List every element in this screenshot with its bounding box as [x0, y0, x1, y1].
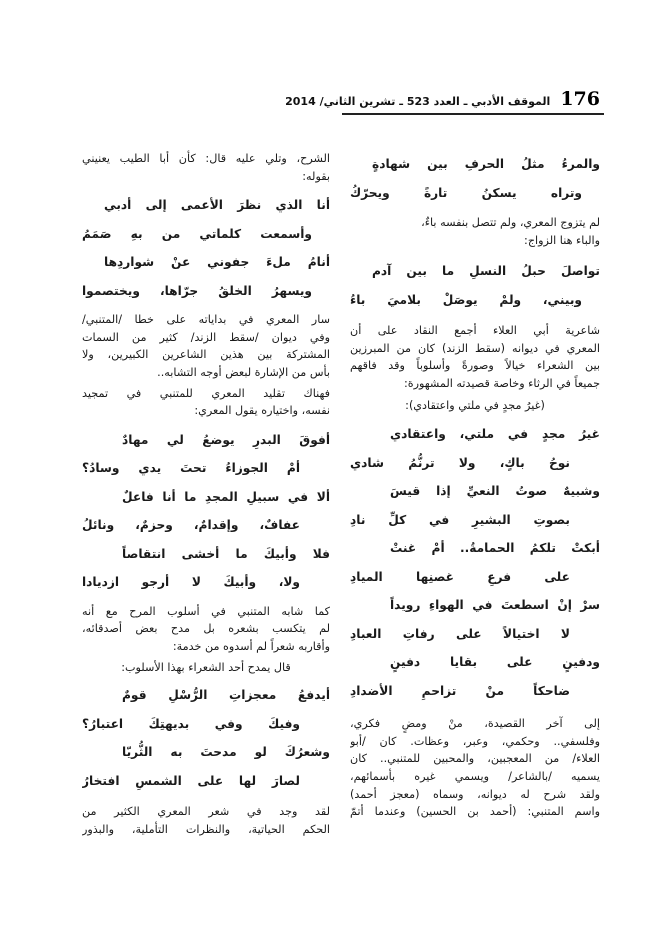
prose-line: يسميه /بالشاعر/ ويسمي غيره بأسمائهم،	[350, 769, 600, 783]
verse-line: عفافٌ، وإقدامٌ، وحزمٌ، ونائلُ	[82, 518, 300, 533]
running-title: الموقف الأدبي ـ العدد 523 ـ تشرين الثاني/ 2014	[285, 95, 551, 108]
verse-line: أبكتْ تلكمُ الحمامةُ.. أمْ غنتْ	[390, 541, 600, 556]
verse-line: والمرءُ مثلُ الحرفِ بين شهادةٍ	[372, 157, 600, 171]
prose-line: إلى آخر القصيدة، منْ ومضٍ فكري،	[350, 717, 600, 731]
prose-line: شاعرية أبي العلاء أجمع النقاد على أن	[350, 324, 600, 338]
prose-line: واسم المتنبي: (أحمد بن الحسين) وعندما أتمّ	[350, 805, 600, 819]
verse-line: وفيكَ وفي بديهتِكَ اعتبارُ؟	[82, 716, 300, 731]
verse-line: سرْ إنْ اسطعتَ في الهواءِ رويداً	[390, 598, 600, 613]
verse-line: غيرُ مجدٍ في ملتي، واعتقادي	[390, 427, 600, 442]
verse-line: وتراه يسكنُ تارةً ويحرّكُ	[350, 185, 582, 200]
prose-line: المشتركة بين هذين الشاعرين الكبيرين، ولا	[82, 348, 330, 362]
prose-line: وفي ديوان /سقط الزند/ كثير من السمات	[82, 330, 330, 344]
prose-line: ولقد شرح له ديوانه، وسماه (معجز أحمد)	[350, 787, 600, 801]
verse-line: تواصلَ حبلُ النسلِ ما بين آدم	[372, 264, 600, 279]
verse-line: ولا، وأبيكَ لا أرجو ازديادا	[82, 575, 300, 590]
left-text-column	[82, 150, 330, 838]
verse-line: وبيني، ولمْ يوصَلْ بلاميَ باءُ	[350, 292, 582, 307]
verse-line: ودفينٍ على بقايا دفينٍ	[390, 655, 600, 670]
prose-line: لقد وجد في شعر المعري الكثير من	[82, 805, 330, 819]
prose-line: بقوله:	[302, 169, 330, 183]
verse-line: فلا وأبيكَ ما أخشى انتقاصاً	[122, 546, 330, 561]
verse-line: ألا في سبيلِ المجدِ ما أنا فاعلٌ	[122, 489, 330, 504]
verse-line: وأسمعت كلماتي من بهِ صَمَمُ	[82, 226, 312, 241]
prose-line: سار المعري في بداياته على خطا /المتنبي/	[82, 313, 330, 327]
prose-line: قال يمدح أحد الشعراء بهذا الأسلوب:	[121, 660, 291, 674]
verse-line: وشعرُكَ لو مدحتَ به الثُّريّا	[122, 745, 330, 760]
verse-line: ضاحكاً منْ تزاحمِ الأضدادِ	[350, 683, 570, 698]
verse-line: أنامُ ملءَ جفوني عنْ شواردِها	[104, 255, 330, 270]
right-text-column	[350, 150, 600, 821]
prose-line: كما شابه المتنبي في أسلوب المرح مع أنه	[82, 604, 330, 618]
verse-line: على فرعِ غصنِها الميادِ	[350, 569, 570, 584]
verse-line: أفوقَ البدرِ يوضعُ لي مهادٌ	[122, 432, 330, 447]
prose-line: وأقاربه شعراً لم أسدوه من خدمة:	[172, 639, 330, 653]
page-number: 176	[560, 88, 600, 110]
prose-line: وفلسفي.. وحكمي، وعبر، وعظات. كان /أبو	[350, 734, 600, 748]
prose-line: لم يتزوج المعري، ولم تتصل بنفسه باءٌ،	[421, 216, 600, 229]
verse-line: أنا الذي نظرَ الأعمى إلى أدبي	[104, 198, 330, 213]
prose-line: فهناك تقليد المعري للمتنبي في تمجيد	[82, 386, 330, 400]
header-rule	[342, 113, 604, 115]
prose-line: العلاء/ من المعجبين، والمحبين للمتنبي.. كان	[350, 752, 600, 766]
prose-line: لم يتكسب بشعره بل مدح بعض أصدقائه،	[82, 622, 330, 636]
verse-line: أمْ الجوزاءُ تحتَ يدي وسادُ؟	[82, 461, 300, 476]
prose-line: بين الشعراء خيالاً وصورةً وأسلوباً وقد فاقهم	[350, 359, 600, 373]
prose-line: الشرح، وتلي عليه قال: كأن أبا الطيب يعنيني	[82, 152, 330, 165]
verse-line: نوحُ باكٍ، ولا ترنُّمُ شادي	[350, 455, 570, 470]
prose-line: المعري في ديوانه (سقط الزند) كان من المبرزين	[350, 341, 600, 355]
prose-line: الحكم الحياتية، والنظرات التأملية، والبذور	[82, 822, 330, 836]
verse-line: بصوتِ البشيرِ في كلِّ نادِ	[350, 512, 570, 527]
prose-line: بأس من الإشارة لبعض أوجه التشابه..	[157, 365, 330, 379]
verse-line: وشبيهٌ صوتُ النعيِّ إذا قيسَ	[390, 484, 600, 499]
running-header	[285, 88, 600, 110]
verse-line: أيدفعُ معجزاتِ الرُّسْلِ قومٌ	[122, 688, 330, 703]
verse-line: ويسهرُ الخلقُ جرّاها، ويختصموا	[82, 283, 312, 298]
prose-line: نفسه، واختياره يقول المعري:	[194, 404, 330, 418]
prose-line: (غيرُ مجدٍ في ملتي واعتقادي):	[405, 398, 545, 412]
prose-line: جميعاً في الرثاء وخاصة قصيدته المشهورة:	[403, 376, 600, 390]
verse-line: لصارَ لها على الشمسِ افتخارُ	[82, 773, 300, 788]
verse-line: لا اختيالاً على رفاتِ العبادِ	[350, 626, 570, 641]
prose-line: والباء هنا الزواج:	[524, 233, 600, 247]
